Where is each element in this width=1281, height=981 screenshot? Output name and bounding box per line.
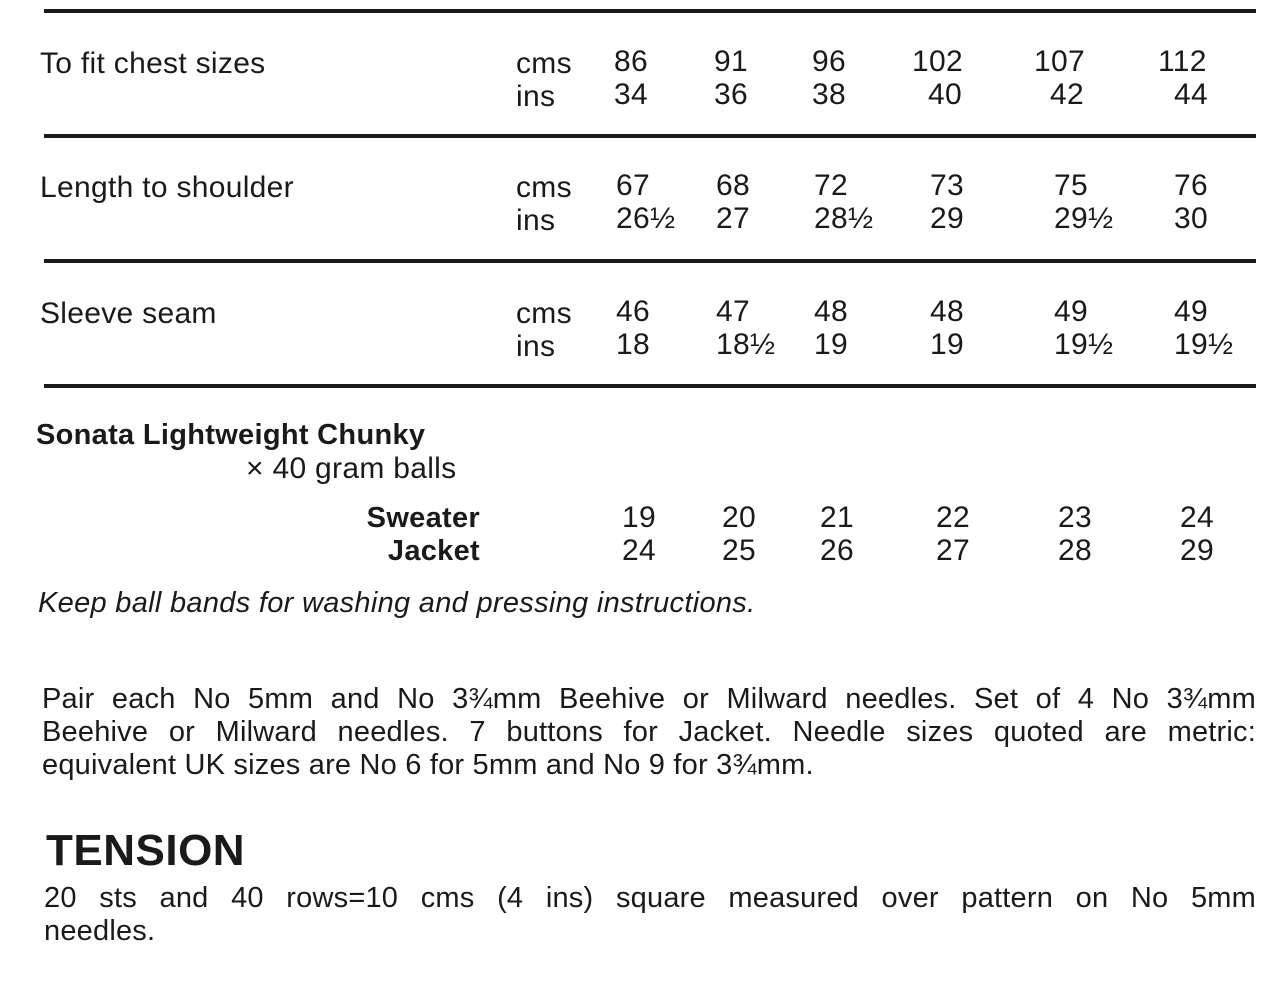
table-cell: 26½ [616,202,676,235]
table-rule-2 [44,259,1256,263]
yarn-ball-weight: × 40 gram balls [246,452,457,485]
table-cell: 72 [814,169,848,202]
table-cell: 24 [1180,501,1214,534]
row-label: To fit chest sizes [40,47,266,80]
table-cell: 86 [614,45,648,78]
table-cell: 68 [716,169,750,202]
table-cell: 73 [930,169,964,202]
needles-line-3: equivalent UK sizes are No 6 for 5mm and No 9 for 3¾mm. [42,749,814,781]
table-rule-bottom [44,384,1256,388]
unit-cms: cms [516,297,572,330]
table-rule-1 [44,134,1256,138]
table-cell: 107 [1034,45,1085,78]
table-cell: 27 [936,534,970,567]
table-cell: 40 [928,78,962,111]
table-cell: 18 [616,328,650,361]
yarn-item-label-sweater: Sweater [366,502,480,534]
table-cell: 44 [1174,78,1208,111]
table-cell: 49 [1174,295,1208,328]
table-rule-top [44,9,1256,13]
table-cell: 19½ [1174,328,1234,361]
table-cell: 42 [1050,78,1084,111]
table-cell: 47 [716,295,750,328]
table-cell: 76 [1174,169,1208,202]
table-cell: 26 [820,534,854,567]
table-cell: 112 [1158,45,1207,78]
table-cell: 29 [930,202,964,235]
needles-line-1: Pair each No 5mm and No 3¾mm Beehive or Milward needles. Set of 4 No 3¾mm [42,683,1256,715]
yarn-item-label-jacket: Jacket [387,535,480,567]
table-cell: 20 [722,501,756,534]
table-cell: 19 [622,501,656,534]
table-cell: 24 [622,534,656,567]
table-cell: 91 [714,45,748,78]
table-cell: 19 [814,328,848,361]
table-cell: 96 [812,45,846,78]
unit-ins: ins [516,80,556,113]
table-cell: 19½ [1054,328,1114,361]
table-cell: 36 [714,78,748,111]
table-cell: 34 [614,78,648,111]
table-cell: 30 [1174,202,1208,235]
table-cell: 22 [936,501,970,534]
table-cell: 48 [814,295,848,328]
needles-paragraph [42,683,1256,782]
unit-cms: cms [516,171,572,204]
table-cell: 23 [1058,501,1092,534]
table-cell: 25 [722,534,756,567]
table-cell: 19 [930,328,964,361]
table-cell: 27 [716,202,750,235]
table-cell: 75 [1054,169,1088,202]
table-cell: 48 [930,295,964,328]
table-cell: 18½ [716,328,776,361]
table-cell: 21 [820,501,854,534]
table-cell: 29 [1180,534,1214,567]
unit-ins: ins [516,204,556,237]
table-cell: 102 [912,45,963,78]
table-cell: 49 [1054,295,1088,328]
yarn-name: Sonata Lightweight Chunky [36,419,426,451]
needles-line-2: Beehive or Milward needles. 7 buttons for Jacket. Needle sizes quoted are metric: [42,716,1256,748]
table-cell: 28½ [814,202,874,235]
tension-line-2: needles. [44,915,156,947]
row-label: Length to shoulder [40,171,294,204]
table-cell: 46 [616,295,650,328]
tension-line-1: 20 sts and 40 rows=10 cms (4 ins) square measured over pattern on No 5mm [44,882,1256,914]
yarn-note: Keep ball bands for washing and pressing instructions. [38,587,756,619]
table-cell: 38 [812,78,846,111]
table-cell: 29½ [1054,202,1114,235]
tension-paragraph [44,882,1256,948]
unit-cms: cms [516,47,572,80]
unit-ins: ins [516,330,556,363]
table-cell: 67 [616,169,650,202]
tension-heading: TENSION [46,826,246,875]
table-cell: 28 [1058,534,1092,567]
row-label: Sleeve seam [40,297,217,330]
